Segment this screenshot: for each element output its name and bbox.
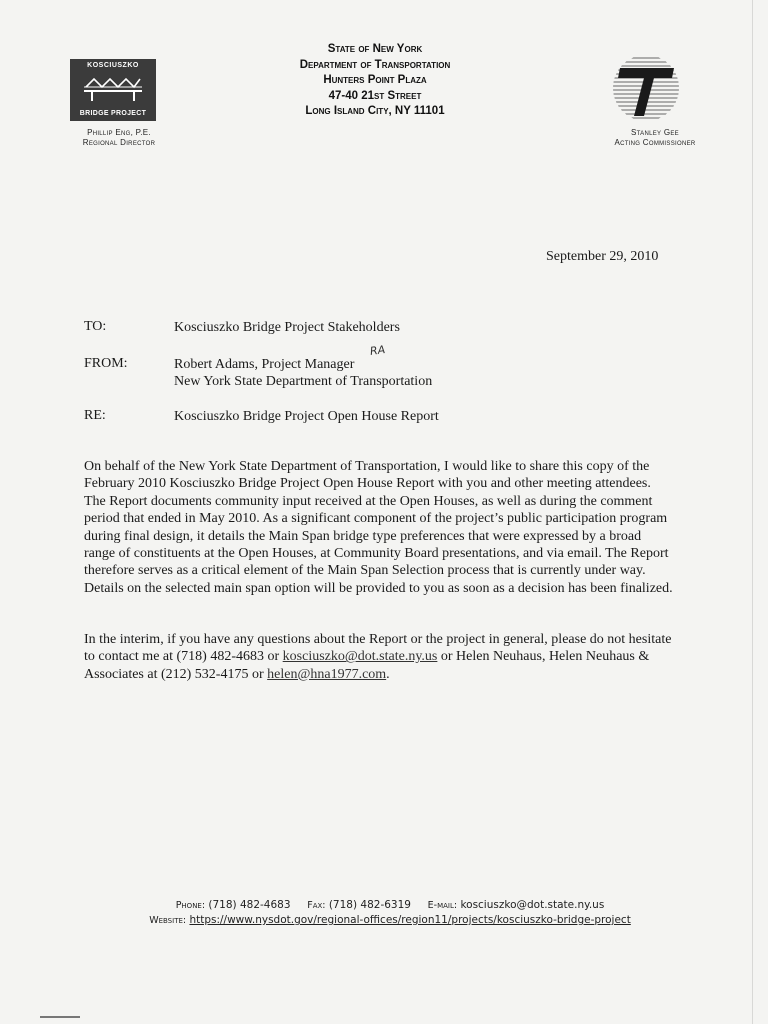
commissioner-title: Acting Commissioner: [614, 138, 696, 147]
email-link-kosciuszko[interactable]: kosciuszko@dot.state.ny.us: [282, 649, 438, 665]
fax-label: Fax:: [307, 900, 326, 911]
from-value-line-1: Robert Adams, Project Manager: [174, 357, 355, 372]
director-name: Phillip Eng, P.E.: [87, 128, 151, 137]
letterhead-line-2: Department of Transportation: [299, 58, 451, 71]
footer-website-line: [100, 913, 680, 928]
website-link[interactable]: https://www.nysdot.gov/regional-offices/region11/projects/kosciuszko-bridge-project: [189, 914, 631, 926]
page-edge-divider: [752, 0, 753, 1024]
re-value: Kosciuszko Bridge Project Open House Report: [174, 409, 439, 424]
letterhead-line-3: Hunters Point Plaza: [323, 74, 427, 86]
to-value: Kosciuszko Bridge Project Stakeholders: [174, 320, 400, 335]
website-label: Website:: [149, 915, 187, 926]
email-link-helen[interactable]: helen@hna1977.com: [267, 666, 387, 682]
re-label: RE:: [84, 408, 106, 423]
from-value: [174, 356, 432, 390]
commissioner-caption: [600, 128, 710, 148]
letter-footer: [100, 898, 680, 928]
from-value-line-2: New York State Department of Transportation: [174, 374, 433, 389]
phone-label: Phone:: [175, 900, 206, 911]
paragraph-2-text-c: .: [386, 666, 390, 682]
logo-top-text: KOSCIUSZKO: [87, 62, 139, 69]
body-paragraph-2: [84, 631, 674, 683]
body-paragraph-1: On behalf of the New York State Department of Transportation, I would like to share this copy of the February 2010 Kosciuszko Bridge Project Open House Report with you and other meeting attendees. The Report documents community input received at the Open Houses, as well as during the comment period that ended in May 2010. As a significant component of the project’s public participation program during final design, it details the Main Span bridge type preferences that were expressed by a broad range of constituents at the Open Houses, at Community Board presentations, and via email. The Report therefore serves as a critical element of the Main Span Selection process that is currently under way. Details on the selected main span option will be provided to you as soon as a decision has been finalized.: [84, 459, 673, 596]
kosciuszko-bridge-logo: [70, 59, 156, 121]
letterhead: [250, 42, 500, 120]
scan-corner-mark: [40, 1016, 80, 1018]
email-value: kosciuszko@dot.state.ny.us: [460, 899, 605, 911]
paragraph-2-text-b: or Helen Neuhaus, Helen Neuhaus & Associates at (212) 532-4175 or: [84, 649, 650, 682]
bridge-icon: [80, 73, 146, 103]
regional-director-caption: [64, 128, 174, 148]
nysdot-t-logo-icon: [610, 52, 682, 124]
letterhead-line-5: Long Island City, NY 11101: [305, 105, 445, 117]
to-label: TO:: [84, 319, 107, 334]
handwritten-initials: RA: [369, 343, 387, 358]
from-label: FROM:: [84, 356, 128, 371]
footer-contact-line: [100, 898, 680, 913]
letterhead-line-1: State of New York: [327, 43, 423, 55]
phone-value: (718) 482-4683: [208, 899, 291, 911]
email-label: E-mail:: [427, 900, 458, 911]
paragraph-2-text-a: In the interim, if you have any questions about the Report or the project in general, please do not hesitate to contact me at (718) 482-4683 or: [84, 632, 672, 665]
commissioner-name: Stanley Gee: [631, 128, 679, 137]
letterhead-line-4: 47-40 21st Street: [328, 89, 422, 102]
fax-value: (718) 482-6319: [328, 899, 411, 911]
logo-bottom-text: BRIDGE PROJECT: [79, 110, 147, 117]
director-title: Regional Director: [82, 138, 156, 147]
letter-date: September 29, 2010: [546, 249, 659, 264]
